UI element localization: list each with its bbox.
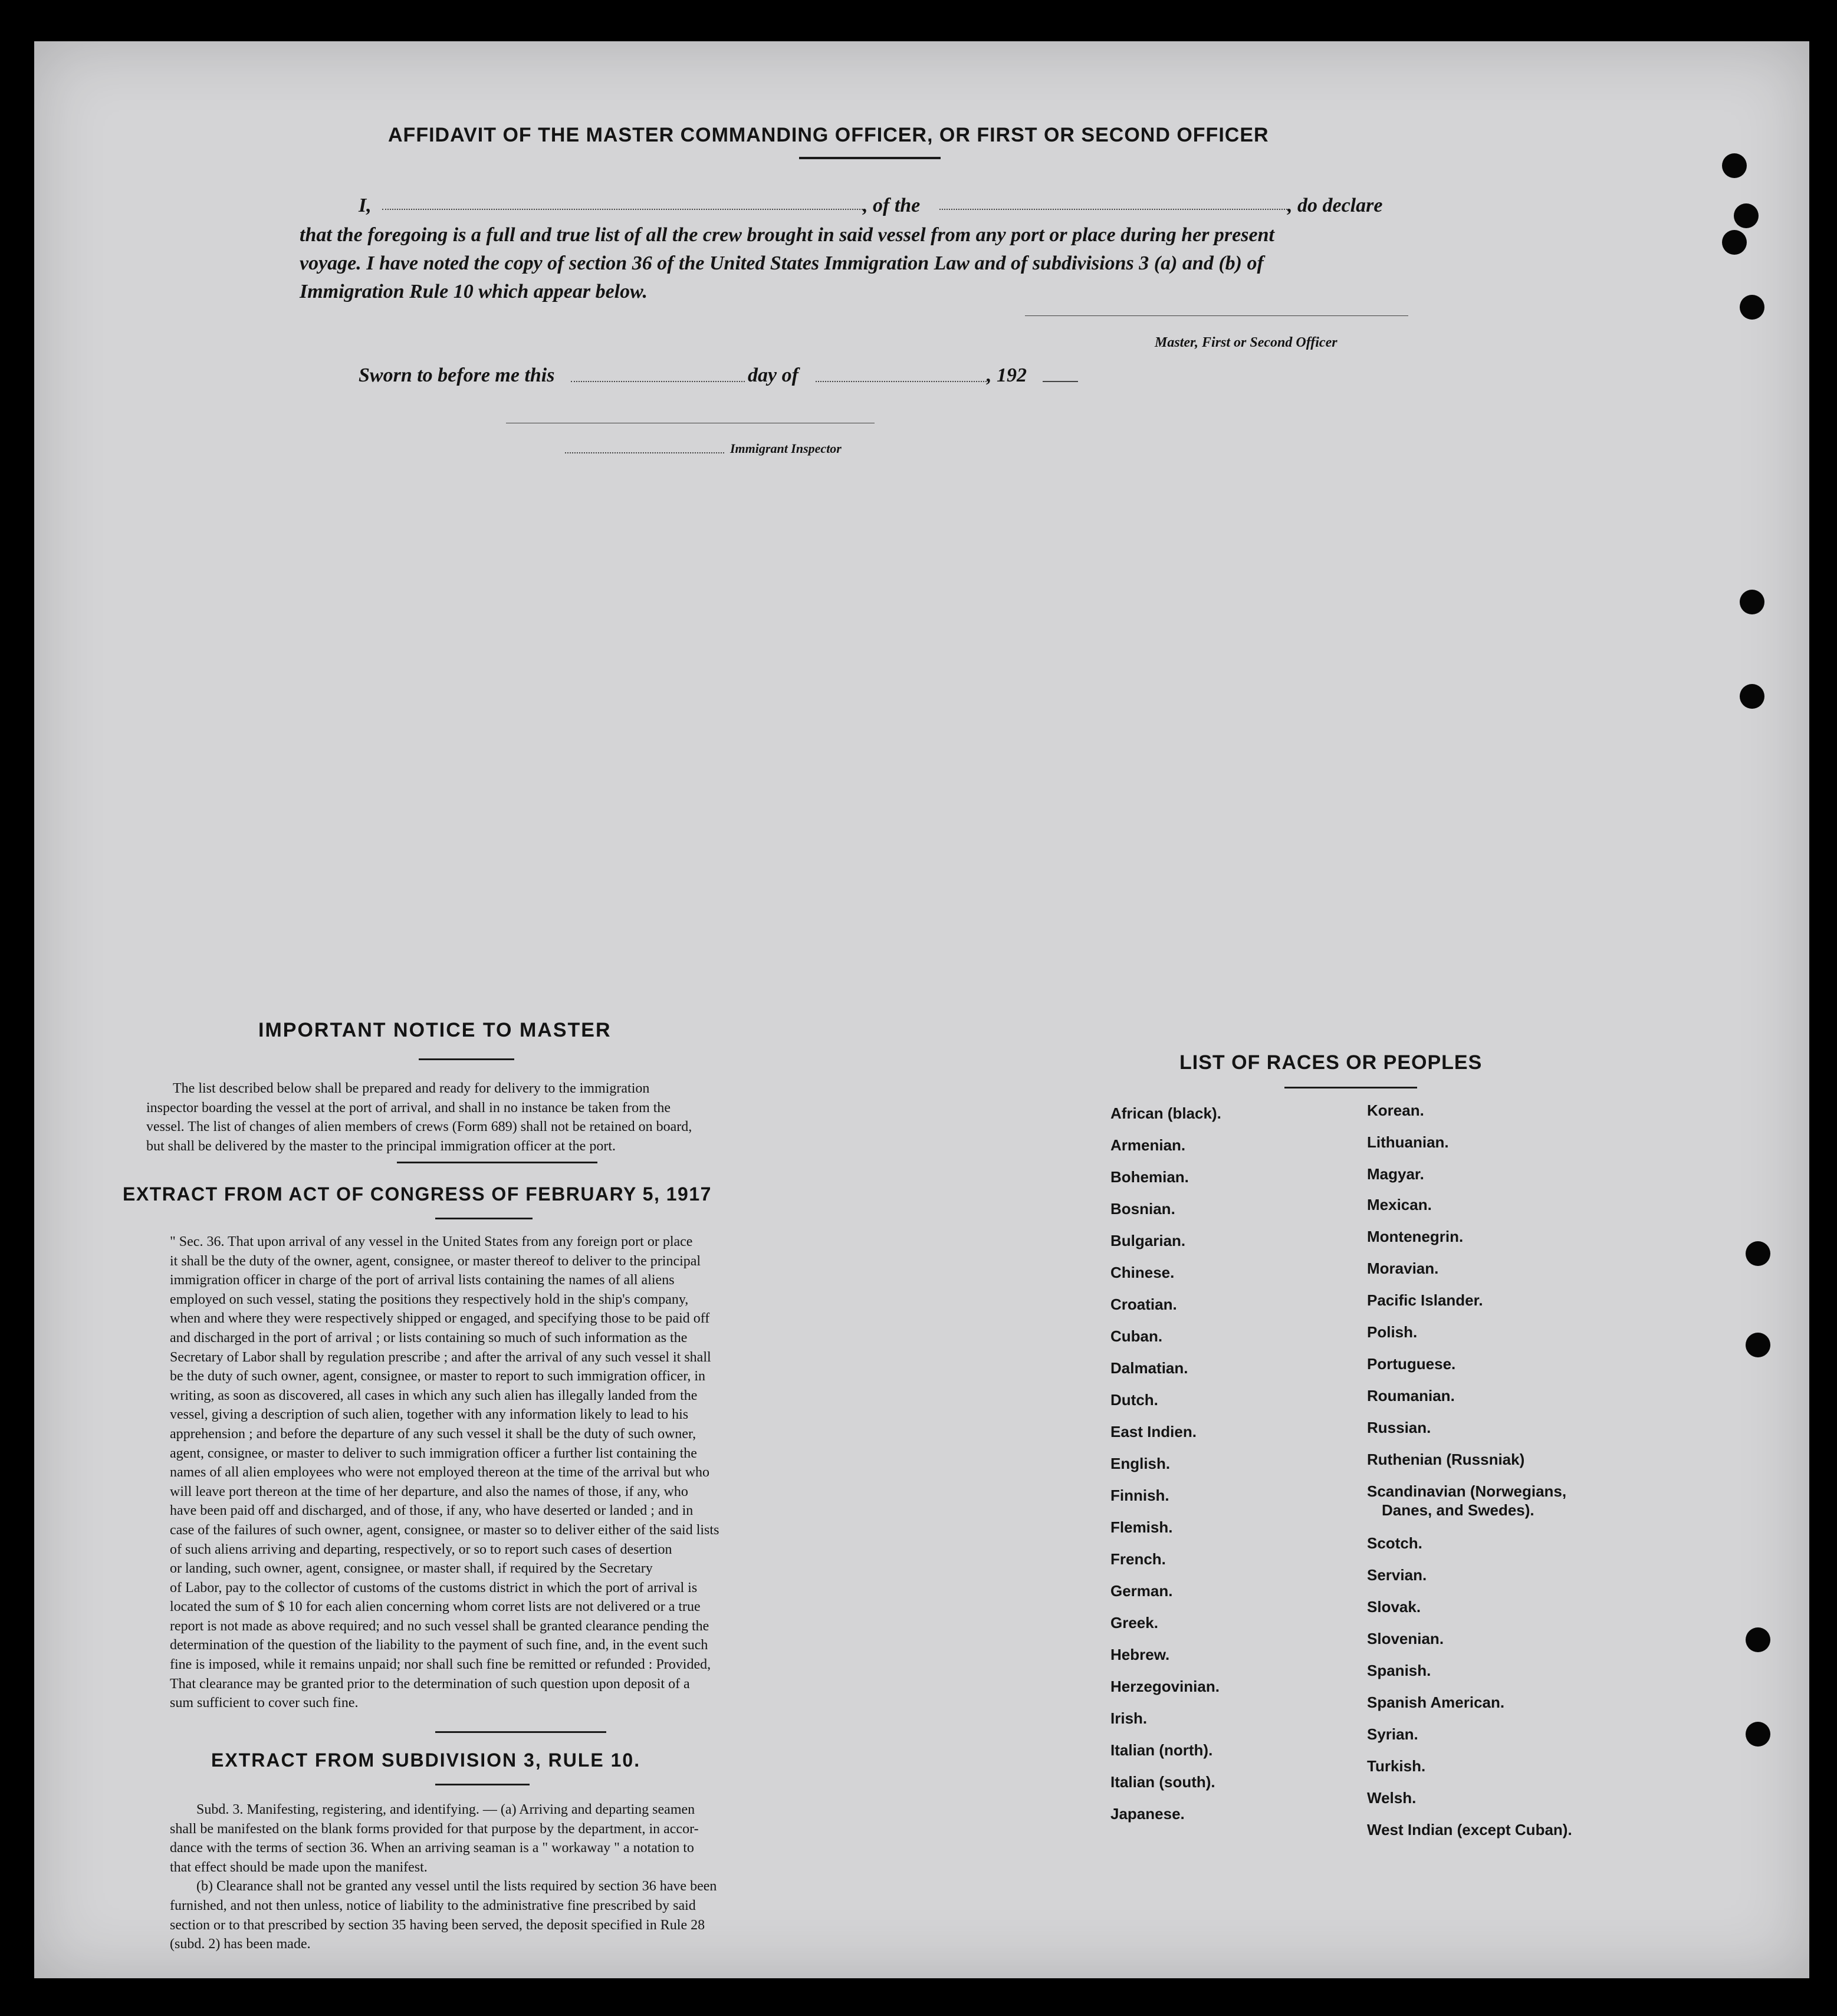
notice-separator [397,1162,597,1163]
rule-line: furnished, and not then unless, notice of liability to the administrative fine prescribed by said [170,1897,696,1913]
race-item: Montenegrin. [1367,1228,1464,1245]
act-line: located the sum of $ 10 for each alien concerning whom corret lists are not delivered or a true [170,1599,701,1615]
race-item: Chinese. [1110,1264,1175,1281]
race-item: Cuban. [1110,1327,1163,1345]
race-item: Servian. [1367,1566,1427,1584]
form-page [34,41,1809,1978]
race-item: Slovenian. [1367,1630,1444,1647]
affidavit-body-line: voyage. I have noted the copy of section 36 of the United States Immigration Law and of subdivisions 3 (a) and (b) of [300,252,1264,274]
act-line: it shall be the duty of the owner, agent, consignee, or master thereof to deliver to the principal [170,1253,701,1269]
rule-line: shall be manifested on the blank forms provided for that purpose by the department, in accor- [170,1821,699,1837]
affidavit-i-label: I, [359,195,372,216]
race-item: Pacific Islander. [1367,1291,1483,1309]
punch-hole [1740,684,1764,709]
race-item: Syrian. [1367,1725,1418,1743]
title-underline [799,157,941,159]
punch-hole [1740,295,1764,320]
race-item: Magyar. [1367,1165,1424,1183]
affidavit-of-the-label: , of the [863,195,921,216]
punch-hole [1746,1627,1770,1652]
punch-hole [1746,1241,1770,1266]
rule-line: (b) Clearance shall not be granted any vessel until the lists required by section 36 have been [196,1879,717,1895]
race-item: Ruthenian (Russniak) [1367,1451,1525,1468]
race-item: Hebrew. [1110,1646,1170,1663]
year-field[interactable] [1043,381,1078,382]
act-line: will leave port thereon at the time of her departure, and also the names of those, if any, who [170,1484,688,1499]
race-item: German. [1110,1582,1173,1600]
notice-line: The list described below shall be prepared and ready for delivery to the immigration [173,1081,650,1096]
act-line: and discharged in the port of arrival ; or lists containing so much of such information as the [170,1330,688,1346]
race-item: West Indian (except Cuban). [1367,1821,1572,1839]
extract-act-underline [435,1218,533,1219]
race-item: East Indien. [1110,1423,1197,1441]
race-item: Polish. [1367,1323,1418,1341]
sworn-label: Sworn to before me this [359,364,555,386]
race-item: Italian (north). [1110,1741,1213,1759]
act-line: names of all alien employees who were not employed thereon at the time of the arrival but who [170,1465,710,1481]
race-item: Dutch. [1110,1391,1158,1409]
affidavit-body-line: Immigration Rule 10 which appear below. [300,281,648,302]
race-item: Roumanian. [1367,1387,1455,1405]
race-item: Moravian. [1367,1259,1439,1277]
race-item: Danes, and Swedes). [1382,1501,1534,1519]
extract-act-paragraph [170,1232,824,1713]
race-item: Bulgarian. [1110,1232,1186,1249]
race-item: Turkish. [1367,1757,1426,1775]
act-line: have been paid off and discharged, and of those, if any, who have deserted or landed ; and in [170,1503,694,1519]
race-item: Korean. [1367,1101,1424,1119]
race-item: Finnish. [1110,1486,1169,1504]
punch-hole [1722,230,1747,255]
extract-rule-title: EXTRACT FROM SUBDIVISION 3, RULE 10. [211,1749,641,1771]
race-item: Scandinavian (Norwegians, [1367,1482,1567,1500]
inspector-signature-line [565,452,724,453]
act-line: agent, consignee, or master to deliver to such immigration officer a further list containing the [170,1445,697,1461]
race-item: Bosnian. [1110,1200,1175,1218]
race-item: Flemish. [1110,1518,1173,1536]
act-line: report is not made as above required; and no such vessel shall be granted clearance pending the [170,1618,709,1634]
race-item: Armenian. [1110,1136,1186,1154]
race-item: Dalmatian. [1110,1359,1188,1377]
notice-paragraph [146,1079,801,1156]
affidavit-do-declare: , do declare [1287,195,1383,216]
year-label: , 192 [987,364,1027,386]
race-item: Russian. [1367,1419,1431,1436]
punch-hole [1746,1722,1770,1747]
act-line: " Sec. 36. That upon arrival of any vessel in the United States from any foreign port or place [170,1234,693,1249]
race-item: Japanese. [1110,1805,1185,1823]
extract-rule-underline [435,1784,530,1785]
extract-act-title: EXTRACT FROM ACT OF CONGRESS OF FEBRUARY 5, 1917 [123,1183,712,1205]
act-line: determination of the question of the liability to the payment of such fine, and, in the event such [170,1637,708,1653]
races-underline [1284,1087,1417,1088]
race-item: Bohemian. [1110,1168,1189,1186]
act-line: fine is imposed, while it remains unpaid; nor shall such fine be remitted or refunded : Provided, [170,1657,711,1673]
races-title: LIST OF RACES OR PEOPLES [1179,1051,1483,1074]
punch-hole [1734,203,1759,228]
sworn-day-field[interactable] [571,381,745,382]
affidavit-body-line: that the foregoing is a full and true list of all the crew brought in said vessel from any port or place during her present [300,224,1274,246]
sworn-month-field[interactable] [816,381,987,382]
race-item: Irish. [1110,1709,1148,1727]
race-item: Portuguese. [1367,1355,1456,1373]
race-item: African (black). [1110,1104,1221,1122]
notice-line: inspector boarding the vessel at the port of arrival, and shall in no instance be taken from the [146,1100,671,1116]
rule-line: section or to that prescribed by section 35 having been served, the deposit specified in Rule 28 [170,1917,705,1933]
act-line: immigration officer in charge of the port of arrival lists containing the names of all aliens [170,1272,675,1288]
notice-line: vessel. The list of changes of alien members of crews (Form 689) shall not be retained on board, [146,1119,692,1135]
master-signature-label: Master, First or Second Officer [1155,335,1338,350]
race-item: Welsh. [1367,1789,1417,1807]
act-line: writing, as soon as discovered, all cases in which any such alien has illegally landed from the [170,1387,698,1403]
act-line: sum sufficient to cover such fine. [170,1695,359,1711]
rule-line: (subd. 2) has been made. [170,1936,311,1952]
race-item: French. [1110,1550,1166,1568]
master-signature-field[interactable] [1025,315,1408,316]
act-line: be the duty of such owner, agent, consignee, or master to report to such immigration officer, in [170,1369,706,1384]
race-item: English. [1110,1455,1171,1472]
act-line: when and where they were respectively shipped or engaged, and specifying those to be paid off [170,1311,710,1327]
race-item: Scotch. [1367,1534,1422,1552]
act-line: of Labor, pay to the collector of customs of the customs district in which the port of arrival is [170,1580,698,1596]
act-line: or landing, such owner, agent, consignee, or master shall, if required by the Secretary [170,1561,653,1577]
inspector-label: Immigrant Inspector [730,441,842,456]
name-field[interactable] [382,209,863,210]
race-item: Herzegovinian. [1110,1678,1220,1695]
race-item: Spanish American. [1367,1693,1505,1711]
race-item: Greek. [1110,1614,1158,1632]
act-line: That clearance may be granted prior to the determination of such question upon deposit of a [170,1676,690,1692]
notice-line: but shall be delivered by the master to the principal immigration officer at the port. [146,1138,616,1154]
punch-hole [1722,153,1747,178]
act-line: employed on such vessel, stating the positions they respectively hold in the ship's company, [170,1291,689,1307]
vessel-field[interactable] [939,209,1287,210]
act-line: of such aliens arriving and departing, respectively, or so to report such cases of desertion [170,1541,672,1557]
rule-line: dance with the terms of section 36. When an arriving seaman is a " workaway " a notation to [170,1840,694,1856]
notice-title: IMPORTANT NOTICE TO MASTER [258,1019,612,1041]
extract-rule-paragraph [170,1800,824,1954]
act-line: case of the failures of such owner, agent, consignee, or master so to deliver either of the said lists [170,1522,719,1538]
rule-line: Subd. 3. Manifesting, registering, and identifying. — (a) Arriving and departing seamen [196,1802,695,1817]
act-line: vessel, giving a description of such alien, together with any information likely to lead to his [170,1407,689,1423]
notice-underline [419,1058,514,1060]
act-line: Secretary of Labor shall by regulation prescribe ; and after the arrival of any such vessel it shall [170,1349,711,1365]
race-item: Mexican. [1367,1196,1432,1213]
punch-hole [1746,1333,1770,1357]
race-item: Croatian. [1110,1295,1177,1313]
race-item: Italian (south). [1110,1773,1215,1791]
rule-line: that effect should be made upon the manifest. [170,1859,428,1875]
extract-act-separator [435,1731,606,1733]
punch-hole [1740,590,1764,614]
race-item: Lithuanian. [1367,1133,1449,1151]
race-item: Slovak. [1367,1598,1421,1616]
affidavit-title: AFFIDAVIT OF THE MASTER COMMANDING OFFICER, OR FIRST OR SECOND OFFICER [388,124,1269,146]
race-item: Spanish. [1367,1662,1431,1679]
act-line: apprehension ; and before the departure of any such vessel it shall be the duty of such owner, [170,1426,696,1442]
day-of-label: day of [748,364,798,386]
